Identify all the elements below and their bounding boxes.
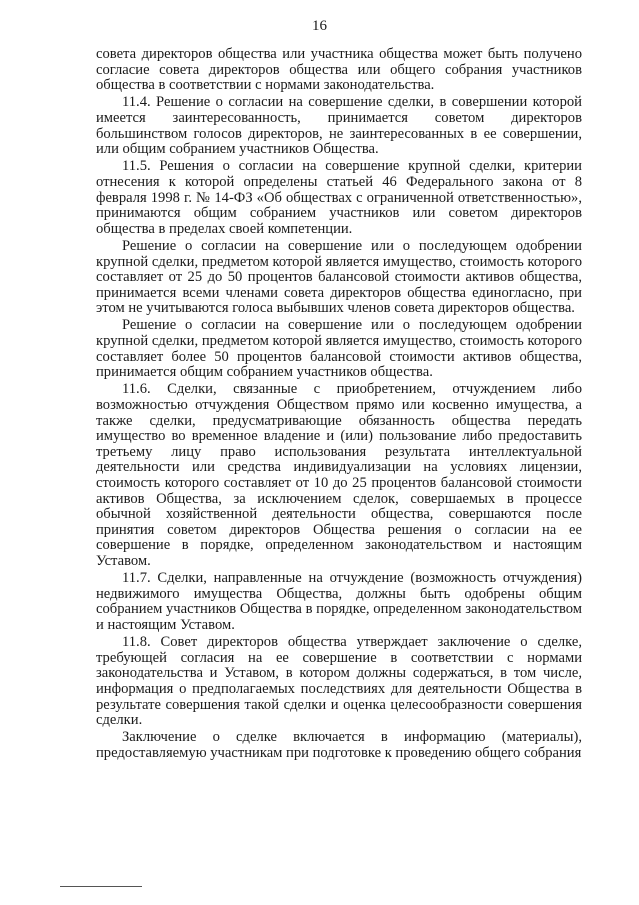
paragraph-11-4: 11.4. Решение о согласии на совершение сделки, в совершении которой имеется заинтересованность, принимается советом директоров большинством голосов директоров, не заинтересованных в ее совершении, или общим собранием участников Общества. [96, 94, 582, 158]
paragraph-continuation: совета директоров общества или участника общества может быть получено согласие совета директоров общества или общего собрания участников общества в соответствии с нормами законодательства. [96, 46, 582, 94]
document-body [96, 47, 582, 763]
paragraph-11-5: 11.5. Решения о согласии на совершение крупной сделки, критерии отнесения к которой определены статьей 46 Федерального закона от 8 февраля 1998 г. № 14-ФЗ «Об обществах с ограниченной ответственностью», принимаются общим собранием участников или советом директоров общества в пределах своей компетенции. [96, 158, 582, 237]
paragraph-11-7: 11.7. Сделки, направленные на отчуждение (возможность отчуждения) недвижимого имущества Общества, должны быть одобрены общим собранием участников Общества в порядке, определенном законодательством и настоящим Уставом. [96, 570, 582, 633]
paragraph-11-6: 11.6. Сделки, связанные с приобретением, отчуждением либо возможностью отчуждения Обществом прямо или косвенно имущества, а также сделки, предусматривающие обязанность общества передать имущество во временное владение и (или) пользование либо предоставить третьему лицу право использования результата интеллектуальной деятельности или средства индивидуализации на условиях лицензии, стоимость которого составляет от 10 до 25 процентов балансовой стоимости активов Общества, за исключением сделок, совершаемых в процессе обычной хозяйственной деятельности общества, совершаются после принятия советом директоров Общества решения о согласии на ее совершение в порядке, определенном законодательством и настоящим Уставом. [96, 381, 582, 569]
paragraph-large-deal-over-50: Решение о согласии на совершение или о последующем одобрении крупной сделки, предметом которой является имущество, стоимость которого составляет более 50 процентов балансовой стоимости активов общества, принимается общим собранием участников общества. [96, 317, 582, 381]
footnote-divider [60, 886, 142, 887]
paragraph-large-deal-25-50: Решение о согласии на совершение или о последующем одобрении крупной сделки, предметом которой является имущество, стоимость которого составляет от 25 до 50 процентов балансовой стоимости активов общества, принимается всеми членами совета директоров общества единогласно, при этом не учитываются голоса выбывших членов совета директоров общества. [96, 237, 582, 317]
page-number: 16 [312, 18, 327, 34]
paragraph-conclusion: Заключение о сделке включается в информацию (материалы), предоставляемую участникам при подготовке к проведению общего собрания [96, 729, 582, 761]
paragraph-11-8: 11.8. Совет директоров общества утверждает заключение о сделке, требующей согласия на ее совершение в соответствии с нормами законодательства и Уставом, в котором должны содержаться, в том числе, информация о предполагаемых последствиях для деятельности Общества в результате совершения такой сделки и оценка целесообразности совершения сделки. [96, 634, 582, 729]
